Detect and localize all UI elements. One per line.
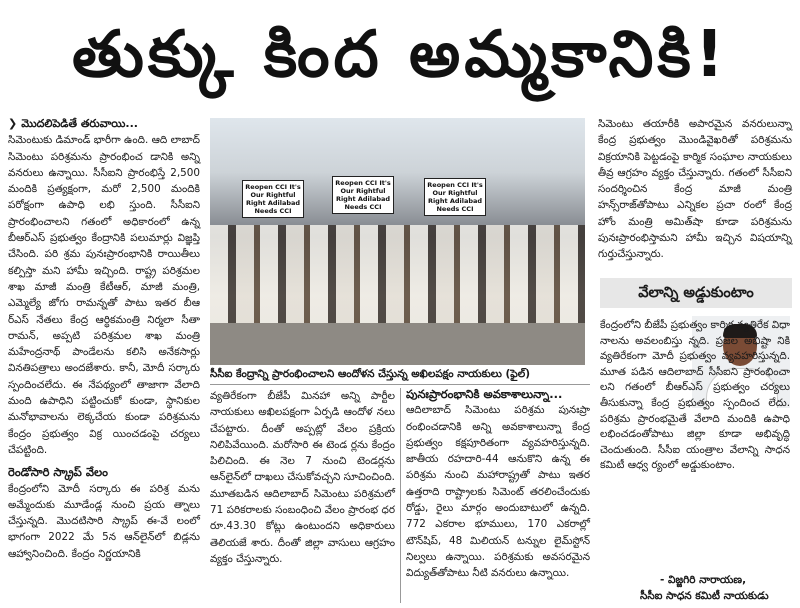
kicker: [8, 116, 200, 132]
protest-photo: [210, 118, 585, 365]
photo-caption: సీసీఐ కేంద్రాన్ని ప్రారంభించాలని ఆందోళన చేస్తున్న అఖిలపక్షం నాయకులు (ఫైల్): [210, 368, 531, 380]
box-signature: - విజ్జగిరి నారాయణ,: [660, 574, 747, 586]
left-paragraph-2: కేంద్రంలోని మోదీ సర్కారు ఈ పరిశ్ర మను అమ్మేందుకు మూడేండ్ల నుంచి ప్రయ త్నాలు చేస్తున్నది. మొదటిసారి స్క్రాప్ ఈ-వే లంలో భాగంగా 2022 మే 5న ఆన్‌లైన్‌లో బిడ్లను ఆహ్వానించింది. కేంద్రం నిర్ణయానికి: [8, 482, 200, 560]
left-paragraph-1: సిమెంటుకు డిమాండ్ భారీగా ఉంది. ఆది లాబాద్ సిమెంటు పరిశ్రమను ప్రారంభించ డానికి అన్ని వనరులు ఉన్నాయి. సీసీఐని ప్రారంభిస్తే 2,500 మందికి ప్రత్యక్షంగా, మరో 2,500 మందికి పరోక్షంగా ఉపాధి లభి స్తుంది. సీసీఐని ప్రారంభించాలని గతంలో అధికారంలో ఉన్న బీఆర్ఎస్ ప్రభుత్వం కేంద్రానికి పలుమార్లు విజ్ఞప్తి చేసింది. పరి శ్రమ పునఃప్రారంభానికి రాయితీలు కల్పిస్తా మని హామీ ఇచ్చింది. రాష్ట్ర పరిశ్రమల శాఖ మాజీ మంత్రి కేటీఆర్, మాజీ మంత్రి, ఎమ్మెల్యే జోగు రామన్నతో పాటు ఇతర బీఆ ర్ఎస్ నేతలు కేంద్ర ఆర్థికమంత్రి నిర్మలా సీతా రామన్, అప్పటి పరిశ్రమల శాఖ మంత్రి మహేంద్రనాథ్ పాండేలను కలిసి అనేకసార్లు వినతిపత్రాలు అందజేశారు. కానీ, మోదీ సర్కారు స్పందించలేదు. ఈ నేపథ్యంలో తాజాగా వేలాది మంది ఉపాధిని పట్టించుకో కుండా, స్థానికుల మనోభావాలను లెక్కచేయ కుండా పరిశ్రమను కేంద్రం ప్రభుత్వం విక్ర యించడంపై చర్యలు చేపట్టింది.: [8, 134, 200, 456]
box-signature-role: సీసీఐ సాధన కమిటీ నాయకుడు: [640, 590, 769, 602]
kicker-text: మొదలిపెడితే తరువాయి...: [21, 117, 138, 130]
middle-column: [210, 388, 395, 567]
caption-divider: [210, 384, 590, 385]
right-top-paragraph-1: సిమెంటు తయారీకి అపారమైన వనరులున్నా కేంద్ర ప్రభుత్వం మొండివైఖరితో పరిశ్రమను విక్రయానికి పెట్టడంపై కార్మిక సంఘాల నాయకులు తీవ్ర ఆగ్రహం వ్యక్తం చేస్తున్నారు. గతంలో సీసీఐని సందర్శించిన కేంద్ర మాజీ మంత్రి హన్స్‌రాజ్‌తోపాటు ఎన్నికల ప్రచా రంలో కేంద్ర హోం మంత్రి అమిత్‌షా కూడా పరిశ్రమను పునఃప్రారంభిస్తామని హామీ ఇచ్చిన విషయాన్ని గుర్తుచేస్తున్నారు.: [598, 118, 792, 261]
box-column: [600, 318, 790, 474]
headline: తుక్కు కింద అమ్మకానికి!: [71, 18, 729, 92]
box-paragraph-1: కేంద్రంలోని బీజేపీ ప్రభుత్వం కార్మిక వ్యతిరేక విధా నాలను అవలంబిస్తు న్నది. ప్రజల అభిష్టా నికి వ్యతిరేకంగా మోదీ ప్రభుత్వం వ్యవహరిస్తున్నది. మూత పడిన ఆదిలాబాద్ సీసీఐని ప్రారంభించా లని గతంలో బీఆర్ఎస్ ప్రభుత్వం చర్యలు తీసుకున్నా కేంద్ర ప్రభుత్వం స్పందించ లేదు. పరిశ్రమ ప్రారంభమైతే వేలాది మందికి ఉపాధి లభించడంతోపాటు జిల్లా కూడా అభివృద్ధి చెందుతుంది. సీసీఐ యంత్రాల వేలాన్ని సాధన కమిటీ ఆధ్వ ర్యంలో అడ్డుకుంటాం.: [600, 319, 790, 472]
road-illustration: [210, 323, 585, 365]
left-subheading: రెండోసారి స్క్రాప్ వేలం: [8, 465, 108, 480]
left-column: [8, 116, 200, 562]
chevron-right-icon: ❯: [8, 117, 18, 130]
right-middle-column: [406, 386, 590, 582]
middle-paragraph-1: వ్యతిరేకంగా బీజేపీ మినహా అన్ని పార్టీల నాయకులు అఖిలపక్షంగా ఏర్పడి ఆందోళ నలు చేపట్టారు. దీంతో అప్పట్లో వేలం ప్రక్రియ నిలిపివేయింది. మరోసారి ఈ టెండ ర్లను కేంద్రం పిలిచింది. ఈ నెల 7 నుంచి టెండర్లను ఆన్‌లైన్‌లో దాఖలు చేసుకోవచ్చని సూచించింది. మూతబడిన ఆదిలాబాద్ సిమెంటు పరిశ్రమలో 71 పరికరాలకు సంబంధించి వేలం ప్రారంభ ధర రూ.43.30 కోట్లు ఉంటుందని అధికారులు తెలియజే శారు. దీంతో జిల్లా వాసులు ఆగ్రహం వ్యక్తం చేస్తున్నారు.: [210, 390, 395, 565]
box-heading: వేలాన్ని అడ్డుకుంటాం: [600, 278, 792, 308]
right-top-column: [598, 116, 792, 263]
placard-3: Reopen CCI It's Our Rightful Right Adilabad Needs CCI: [424, 178, 486, 216]
right-middle-paragraph-1: ఆదిలాబాద్ సిమెంటు పరిశ్రమ పునఃప్రా రంభించడానికి అన్ని అవకాశాలున్నా కేంద్ర ప్రభుత్వం కక్షపూరితంగా వ్యవహరిస్తున్నది. జాతీయ రహదారి-44 ఆనుకొని ఉన్న ఈ పరిశ్రమ నుంచి మహారాష్ట్రతో పాటు ఇతర ఉత్తరాది రాష్ట్రాలకు సిమెంట్ తరలించేందుకు రోడ్డు, రైలు మార్గం అందుబాటులో ఉన్నది. 772 ఎకరాల భూములు, 170 ఎకరాల్లో టౌన్‌షిప్, 48 మిలియన్ టన్నుల లైమ్‌స్టోన్ నిల్వలు ఉన్నాయి. పరిశ్రమకు అవసరమైన విద్యుత్‌తోపాటు నీటి వనరులు ఉన్నాయి.: [406, 404, 590, 580]
right-middle-subheading: పునఃప్రారంభానికి అవకాశాలున్నా...: [406, 387, 563, 401]
placard-2: Reopen CCI It's Our Rightful Right Adilabad Needs CCI: [332, 176, 394, 214]
placard-1: Reopen CCI It's Our Rightful Right Adilabad Needs CCI: [242, 180, 304, 218]
column-divider: [400, 388, 401, 603]
